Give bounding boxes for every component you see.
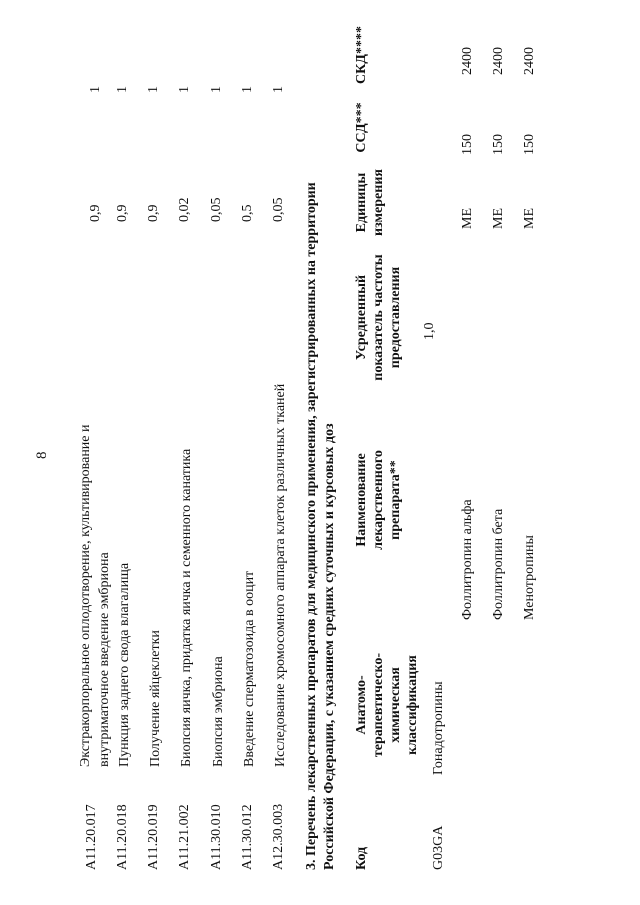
service-name: Экстракорпоральное оплодотворение, культивирование и внутриматочное введение эмбриона <box>78 424 112 767</box>
service-name: Введение сперматозоида в ооцит <box>242 570 257 767</box>
header-units: Единицы измерения <box>354 169 386 236</box>
drug-ssd: 150 <box>491 134 506 155</box>
service-coefficient: 0,02 <box>177 197 192 222</box>
drug-name: Фоллитропин бета <box>491 508 506 620</box>
service-coefficient: 0,05 <box>271 197 286 222</box>
service-value: 1 <box>177 86 192 93</box>
drug-name: Менотропины <box>522 535 537 620</box>
service-coefficient: 0,05 <box>209 197 224 222</box>
service-name: Получение яйцеклетки <box>148 630 163 767</box>
drug-ssd: 150 <box>460 134 475 155</box>
header-code: Код <box>354 846 369 870</box>
service-code: A11.20.018 <box>115 804 130 870</box>
group-atc: Гонадотропины <box>431 681 446 775</box>
drug-ssd: 150 <box>522 134 537 155</box>
service-code: A11.20.019 <box>146 804 161 870</box>
drug-skd: 2400 <box>460 47 475 75</box>
drug-skd: 2400 <box>491 47 506 75</box>
service-name: Биопсия эмбриона <box>211 656 226 767</box>
header-avg-indicator: Усредненный показатель частоты предоставления <box>354 254 403 381</box>
drug-unit: МЕ <box>460 208 475 229</box>
page-number: 8 <box>34 451 50 459</box>
drug-name: Фоллитропин альфа <box>460 499 475 620</box>
service-coefficient: 0,5 <box>240 204 255 222</box>
drug-unit: МЕ <box>491 208 506 229</box>
service-code: A11.20.017 <box>84 804 99 870</box>
service-value: 1 <box>209 86 224 93</box>
service-value: 1 <box>146 86 161 93</box>
group-code: G03GA <box>431 825 446 870</box>
drug-skd: 2400 <box>522 47 537 75</box>
service-value: 1 <box>115 86 130 93</box>
service-coefficient: 0,9 <box>115 204 130 222</box>
service-value: 1 <box>271 86 286 93</box>
service-value: 1 <box>240 86 255 93</box>
section-heading: 3. Перечень лекарственных препаратов для медицинского применения, зарегистрированных на территории Российской Федерации, с указанием средних суточных и курсовых доз <box>304 182 337 870</box>
service-name: Биопсия яичка, придатка яичка и семенного канатика <box>179 448 194 767</box>
drug-unit: МЕ <box>522 208 537 229</box>
service-code: A11.21.002 <box>177 804 192 870</box>
service-value: 1 <box>88 86 103 93</box>
group-avg-indicator: 1,0 <box>422 322 437 340</box>
service-coefficient: 0,9 <box>88 204 103 222</box>
service-code: A11.30.010 <box>209 804 224 870</box>
service-name: Пункция заднего свода влагалища <box>117 562 132 767</box>
service-name: Исследование хромосомного аппарата клеток различных тканей <box>273 383 288 767</box>
header-skd: СКД**** <box>354 26 369 84</box>
header-drug-name: Наименование лекарственного препарата** <box>354 450 403 550</box>
service-code: A12.30.003 <box>271 803 286 870</box>
service-coefficient: 0,9 <box>146 204 161 222</box>
header-atc: Анатомо-терапевтическо-химическая классификация <box>354 652 420 758</box>
service-code: A11.30.012 <box>240 804 255 870</box>
header-ssd: ССД*** <box>354 102 369 153</box>
